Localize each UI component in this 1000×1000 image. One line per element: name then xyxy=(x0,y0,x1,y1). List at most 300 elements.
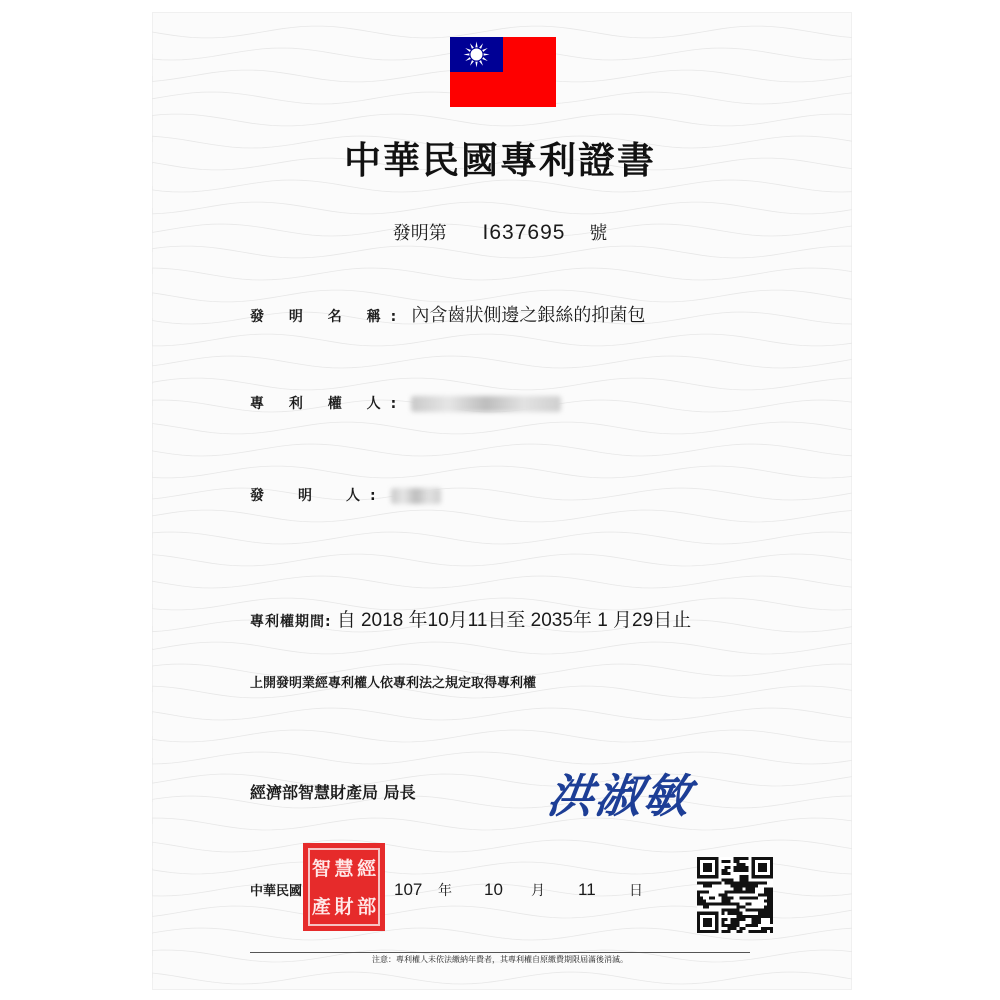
qr-module xyxy=(743,866,746,869)
qr-module xyxy=(740,918,743,921)
qr-module xyxy=(700,900,703,903)
qr-module xyxy=(758,915,761,918)
qr-module xyxy=(770,890,773,893)
guilloche-line xyxy=(152,752,852,764)
qr-module xyxy=(733,857,736,860)
qr-module xyxy=(764,906,767,909)
qr-module xyxy=(743,897,746,900)
qr-module xyxy=(718,903,721,906)
qr-module xyxy=(755,884,758,887)
qr-module xyxy=(733,903,736,906)
qr-module xyxy=(737,857,740,860)
guilloche-line xyxy=(152,532,852,544)
qr-module xyxy=(730,924,733,927)
qr-module xyxy=(733,918,736,921)
qr-module xyxy=(746,875,749,878)
qr-module xyxy=(727,897,730,900)
qr-module xyxy=(737,918,740,921)
qr-module xyxy=(697,881,700,884)
qr-module xyxy=(740,878,743,881)
guilloche-line xyxy=(152,114,852,126)
qr-module xyxy=(721,860,724,863)
qr-module xyxy=(752,884,755,887)
qr-module xyxy=(758,893,761,896)
qr-module xyxy=(749,924,752,927)
qr-module xyxy=(733,869,736,872)
qr-module xyxy=(721,903,724,906)
qr-module xyxy=(724,903,727,906)
qr-module xyxy=(743,878,746,881)
qr-module xyxy=(740,875,743,878)
patent-number-suffix: 號 xyxy=(589,223,608,244)
qr-module xyxy=(706,906,709,909)
qr-code[interactable] xyxy=(697,857,773,933)
issue-date-row xyxy=(250,880,302,900)
qr-module xyxy=(740,887,743,890)
qr-module xyxy=(737,890,740,893)
qr-module xyxy=(767,903,770,906)
qr-module xyxy=(737,884,740,887)
qr-module xyxy=(727,930,730,933)
qr-module xyxy=(770,909,773,912)
qr-module xyxy=(764,900,767,903)
qr-module xyxy=(770,893,773,896)
qr-module xyxy=(724,909,727,912)
qr-module xyxy=(752,887,755,890)
inventor-row xyxy=(250,485,441,505)
qr-module xyxy=(733,884,736,887)
patent-period-label: 專利權期間: xyxy=(250,614,332,630)
qr-module xyxy=(764,912,767,915)
qr-module xyxy=(743,881,746,884)
qr-module xyxy=(737,869,740,872)
qr-module xyxy=(758,909,761,912)
guilloche-line xyxy=(152,356,852,368)
qr-module xyxy=(740,869,743,872)
qr-module xyxy=(752,890,755,893)
qr-module xyxy=(758,881,761,884)
issue-year-unit: 年 xyxy=(438,882,452,898)
qr-module xyxy=(730,918,733,921)
qr-module xyxy=(749,915,752,918)
qr-module xyxy=(767,906,770,909)
qr-module xyxy=(733,866,736,869)
qr-module xyxy=(706,890,709,893)
qr-module xyxy=(740,930,743,933)
qr-module xyxy=(755,897,758,900)
qr-module xyxy=(764,893,767,896)
qr-module xyxy=(755,909,758,912)
qr-module xyxy=(737,866,740,869)
qr-module xyxy=(733,927,736,930)
patentee-redacted xyxy=(411,396,561,412)
qr-module xyxy=(727,903,730,906)
qr-module xyxy=(703,863,712,872)
seal-char: 經 xyxy=(357,858,377,880)
qr-module xyxy=(724,918,727,921)
qr-module xyxy=(721,900,724,903)
qr-module xyxy=(727,927,730,930)
qr-module xyxy=(761,912,764,915)
qr-module xyxy=(697,897,700,900)
qr-module xyxy=(727,866,730,869)
issue-day: 11 xyxy=(578,880,596,899)
patentee-row xyxy=(250,393,561,413)
seal-char: 部 xyxy=(357,896,377,918)
qr-module xyxy=(767,927,770,930)
qr-module xyxy=(703,918,712,927)
qr-module xyxy=(733,921,736,924)
qr-module xyxy=(767,909,770,912)
guilloche-line xyxy=(152,268,852,280)
qr-module xyxy=(752,918,755,921)
qr-module xyxy=(758,930,761,933)
qr-module xyxy=(740,866,743,869)
qr-module xyxy=(749,890,752,893)
issue-month-unit: 月 xyxy=(531,882,545,898)
qr-module xyxy=(700,881,703,884)
qr-module xyxy=(730,909,733,912)
qr-module xyxy=(733,881,736,884)
qr-module xyxy=(764,930,767,933)
qr-module xyxy=(743,906,746,909)
qr-module xyxy=(764,881,767,884)
guilloche-line xyxy=(152,466,852,478)
qr-module xyxy=(730,878,733,881)
patent-period-value: 自 2018 年10月11日至 2035年 1 月29日止 xyxy=(336,610,692,631)
qr-module xyxy=(755,930,758,933)
guilloche-line xyxy=(152,642,852,654)
qr-module xyxy=(740,915,743,918)
qr-module xyxy=(764,915,767,918)
qr-module xyxy=(727,900,730,903)
qr-module xyxy=(740,890,743,893)
qr-module xyxy=(740,897,743,900)
qr-module xyxy=(770,921,773,924)
qr-module xyxy=(730,927,733,930)
qr-module xyxy=(770,900,773,903)
qr-module xyxy=(761,915,764,918)
guilloche-line xyxy=(152,334,852,346)
qr-module xyxy=(727,881,730,884)
qr-module xyxy=(737,881,740,884)
qr-module xyxy=(752,881,755,884)
qr-module xyxy=(730,881,733,884)
qr-module xyxy=(724,900,727,903)
qr-module xyxy=(721,878,724,881)
qr-module xyxy=(727,878,730,881)
qr-module xyxy=(743,869,746,872)
qr-module xyxy=(767,890,770,893)
qr-module xyxy=(721,893,724,896)
qr-module xyxy=(718,881,721,884)
qr-module xyxy=(749,881,752,884)
qr-module xyxy=(764,927,767,930)
qr-module xyxy=(697,893,700,896)
qr-module xyxy=(767,893,770,896)
guilloche-line xyxy=(152,818,852,830)
qr-module xyxy=(700,903,703,906)
qr-module xyxy=(746,857,749,860)
qr-module xyxy=(724,860,727,863)
qr-module xyxy=(767,897,770,900)
qr-module xyxy=(746,903,749,906)
qr-module xyxy=(758,918,761,921)
qr-module xyxy=(715,903,718,906)
qr-module xyxy=(703,903,706,906)
guilloche-line xyxy=(152,554,852,566)
qr-module xyxy=(727,909,730,912)
qr-module xyxy=(706,903,709,906)
qr-module xyxy=(721,909,724,912)
qr-module xyxy=(761,881,764,884)
qr-module xyxy=(752,924,755,927)
qr-module xyxy=(737,863,740,866)
patentee-label: 專 利 權 人: xyxy=(250,396,407,412)
qr-module xyxy=(715,881,718,884)
issue-month: 10 xyxy=(484,880,503,899)
guilloche-line xyxy=(152,378,852,390)
qr-module xyxy=(743,915,746,918)
qr-module xyxy=(752,930,755,933)
qr-module xyxy=(746,924,749,927)
qr-module xyxy=(761,927,764,930)
qr-module xyxy=(703,881,706,884)
qr-module xyxy=(737,915,740,918)
guilloche-line xyxy=(152,510,852,522)
guilloche-line xyxy=(152,202,852,214)
qr-module xyxy=(749,903,752,906)
qr-module xyxy=(730,890,733,893)
qr-module xyxy=(737,909,740,912)
qr-module xyxy=(755,921,758,924)
qr-module xyxy=(740,912,743,915)
inventor-redacted xyxy=(391,488,441,504)
qr-module xyxy=(761,893,764,896)
qr-module xyxy=(770,927,773,930)
qr-module xyxy=(697,903,700,906)
qr-module xyxy=(721,897,724,900)
qr-module xyxy=(743,890,746,893)
qr-module xyxy=(727,872,730,875)
qr-module xyxy=(718,893,721,896)
qr-module xyxy=(703,890,706,893)
qr-module xyxy=(737,860,740,863)
qr-module xyxy=(764,890,767,893)
qr-module xyxy=(767,912,770,915)
qr-module xyxy=(733,860,736,863)
guilloche-line xyxy=(152,246,852,258)
qr-module xyxy=(755,915,758,918)
guilloche-line xyxy=(152,840,852,852)
qr-module xyxy=(737,887,740,890)
qr-module xyxy=(743,918,746,921)
qr-module xyxy=(755,881,758,884)
qr-module xyxy=(746,866,749,869)
qr-module xyxy=(749,909,752,912)
certificate-title: 中華民國專利證書 xyxy=(344,138,656,182)
qr-module xyxy=(700,890,703,893)
qr-module xyxy=(703,900,706,903)
qr-module xyxy=(724,890,727,893)
qr-module xyxy=(703,884,706,887)
qr-module xyxy=(758,863,767,872)
qr-module xyxy=(740,863,743,866)
seal-char: 產 xyxy=(311,896,331,918)
qr-module xyxy=(724,881,727,884)
qr-module xyxy=(709,881,712,884)
qr-module xyxy=(740,881,743,884)
qr-module xyxy=(737,924,740,927)
qr-module xyxy=(770,918,773,921)
patent-number-prefix: 發明第 xyxy=(392,223,447,244)
qr-module xyxy=(743,857,746,860)
roc-flag-icon xyxy=(450,37,556,107)
qr-module xyxy=(737,912,740,915)
qr-module xyxy=(721,918,724,921)
qr-module xyxy=(770,903,773,906)
seal-char: 財 xyxy=(334,896,354,918)
qr-module xyxy=(730,912,733,915)
qr-module xyxy=(749,930,752,933)
qr-module xyxy=(706,884,709,887)
issue-day-unit: 日 xyxy=(629,882,643,898)
qr-module xyxy=(746,909,749,912)
qr-module xyxy=(749,897,752,900)
qr-module xyxy=(770,915,773,918)
qr-module xyxy=(730,884,733,887)
qr-module xyxy=(721,872,724,875)
guilloche-line xyxy=(152,422,852,434)
qr-module xyxy=(712,897,715,900)
qr-module xyxy=(727,890,730,893)
qr-module xyxy=(737,903,740,906)
grant-statement: 上開發明業經專利權人依專利法之規定取得專利權 xyxy=(250,676,537,691)
qr-module xyxy=(727,860,730,863)
qr-module xyxy=(709,897,712,900)
qr-module xyxy=(737,921,740,924)
qr-module xyxy=(752,897,755,900)
qr-module xyxy=(740,884,743,887)
qr-module xyxy=(730,921,733,924)
patent-number: I637695 xyxy=(482,221,566,244)
qr-module xyxy=(767,887,770,890)
qr-module xyxy=(724,924,727,927)
qr-module xyxy=(770,930,773,933)
qr-module xyxy=(721,869,724,872)
qr-module xyxy=(746,887,749,890)
qr-module xyxy=(758,921,761,924)
qr-module xyxy=(724,866,727,869)
issue-year: 107 xyxy=(394,880,423,899)
qr-module xyxy=(733,909,736,912)
qr-module xyxy=(730,903,733,906)
inventor-label: 發 明 人: xyxy=(250,488,386,504)
director-signature: 洪淑敏 xyxy=(543,769,696,823)
issuing-office: 經濟部智慧財產局 局長 xyxy=(250,783,416,802)
qr-module xyxy=(752,921,755,924)
qr-module xyxy=(737,906,740,909)
qr-module xyxy=(712,903,715,906)
patent-period-row xyxy=(250,605,691,632)
qr-module xyxy=(724,869,727,872)
guilloche-line xyxy=(152,444,852,456)
qr-module xyxy=(709,903,712,906)
qr-module xyxy=(703,906,706,909)
qr-module xyxy=(721,930,724,933)
qr-module xyxy=(767,915,770,918)
qr-module xyxy=(727,924,730,927)
qr-module xyxy=(746,915,749,918)
qr-module xyxy=(755,924,758,927)
qr-module xyxy=(740,906,743,909)
qr-module xyxy=(737,930,740,933)
qr-module xyxy=(770,906,773,909)
qr-module xyxy=(740,927,743,930)
qr-module xyxy=(721,912,724,915)
invention-name-label: 發 明 名 稱: xyxy=(250,309,407,325)
qr-module xyxy=(746,897,749,900)
qr-module xyxy=(752,915,755,918)
invention-name-row xyxy=(250,301,645,327)
qr-module xyxy=(755,918,758,921)
qr-module xyxy=(749,884,752,887)
guilloche-line xyxy=(152,972,852,984)
qr-module xyxy=(697,900,700,903)
seal-char: 智 xyxy=(311,858,331,880)
qr-module xyxy=(743,884,746,887)
qr-module xyxy=(733,887,736,890)
guilloche-line xyxy=(152,708,852,720)
qr-module xyxy=(724,897,727,900)
footer-divider xyxy=(250,952,750,953)
qr-module xyxy=(712,881,715,884)
qr-module xyxy=(752,909,755,912)
qr-module xyxy=(733,912,736,915)
qr-module xyxy=(733,924,736,927)
qr-module xyxy=(767,900,770,903)
qr-module xyxy=(758,912,761,915)
patent-number-line xyxy=(0,219,1000,245)
guilloche-line xyxy=(152,730,852,742)
qr-module xyxy=(697,890,700,893)
qr-module xyxy=(730,897,733,900)
qr-module xyxy=(721,924,724,927)
qr-module xyxy=(746,869,749,872)
qr-module xyxy=(761,909,764,912)
qr-module xyxy=(770,912,773,915)
qr-module xyxy=(706,881,709,884)
qr-module xyxy=(743,863,746,866)
qr-module xyxy=(764,909,767,912)
qr-module xyxy=(733,890,736,893)
qr-module xyxy=(721,921,724,924)
qr-module xyxy=(749,887,752,890)
qr-module xyxy=(743,875,746,878)
official-seal xyxy=(303,843,385,931)
qr-module xyxy=(770,887,773,890)
qr-module xyxy=(709,884,712,887)
qr-module xyxy=(724,893,727,896)
qr-module xyxy=(740,857,743,860)
qr-module xyxy=(743,927,746,930)
qr-module xyxy=(770,897,773,900)
invention-name-value: 內含齒狀側邊之銀絲的抑菌包 xyxy=(411,305,646,326)
qr-module xyxy=(724,878,727,881)
qr-module xyxy=(724,930,727,933)
issue-date-era: 中華民國 xyxy=(250,884,303,899)
qr-module xyxy=(761,930,764,933)
